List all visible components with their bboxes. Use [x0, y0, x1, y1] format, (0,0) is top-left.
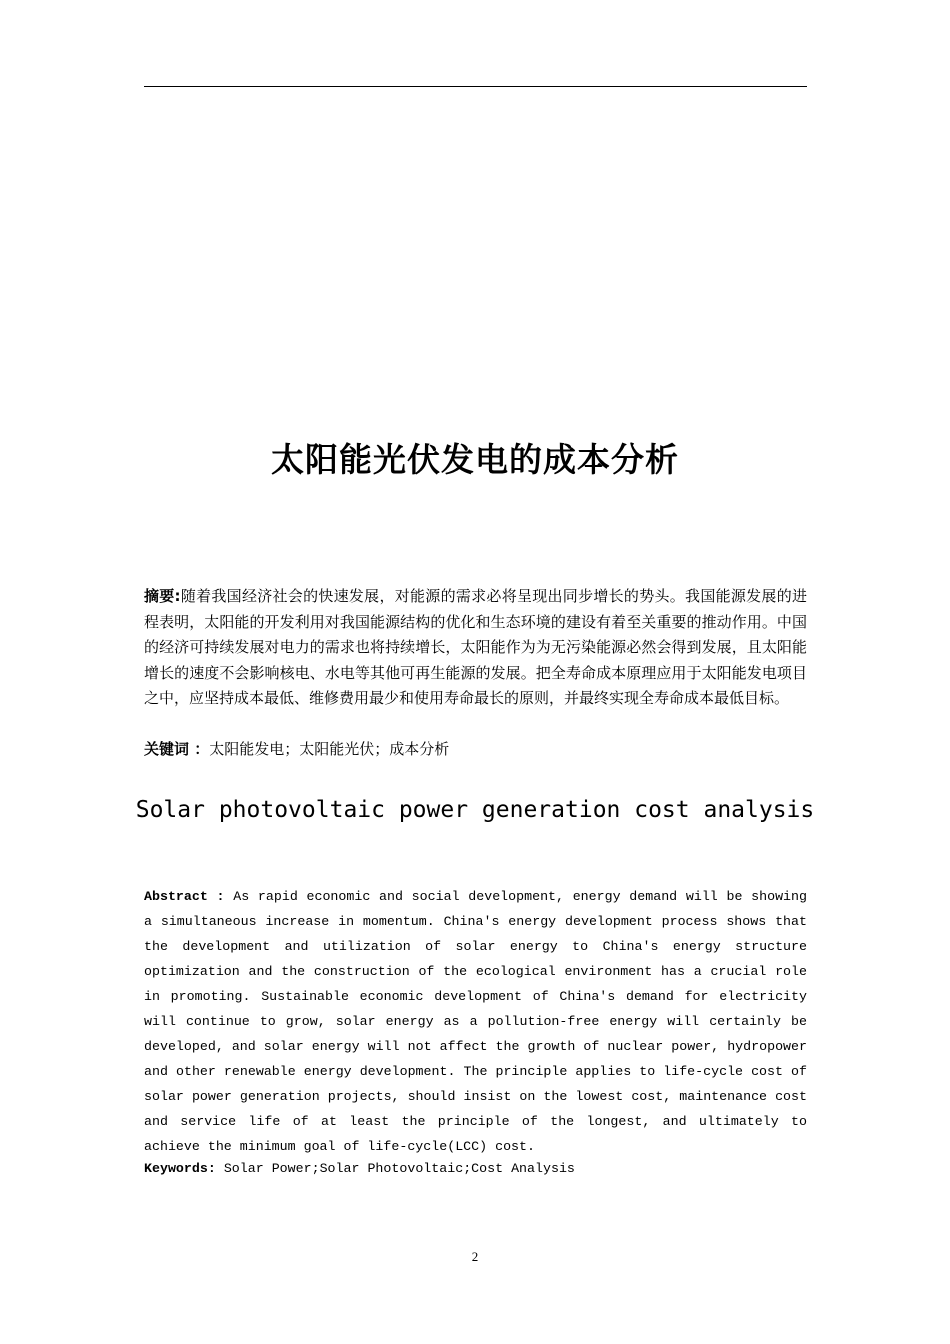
english-abstract [144, 884, 807, 1159]
english-abstract-text: As rapid economic and social development, energy demand will be showing a simultaneous increase in momentum. China's energy development process shows that the development and utilization of solar energy to China's energy structure optimization and the construction of the ecological environment has a crucial role in promoting. Sustainable economic development of China's demand for electricity will continue to grow, solar energy as a pollution-free energy will certainly be developed, and solar energy will not affect the growth of nuclear power, hydropower and other renewable energy development. The principle applies to life-cycle cost of solar power generation projects, should insist on the lowest cost, maintenance cost and service life of at least the principle of the longest, and ultimately to achieve the minimum goal of life-cycle(LCC) cost. [144, 889, 808, 1154]
chinese-abstract-text: 随着我国经济社会的快速发展，对能源的需求必将呈现出同步增长的势头。我国能源发展的进程表明，太阳能的开发利用对我国能源结构的优化和生态环境的建设有着至关重要的推动作用。中国的经济可持续发展对电力的需求也将持续增长，太阳能作为为无污染能源必然会得到发展，且太阳能增长的速度不会影响核电、水电等其他可再生能源的发展。把全寿命成本原理应用于太阳能发电项目之中，应坚持成本最低、维修费用最少和使用寿命最长的原则，并最终实现全寿命成本最低目标。 [144, 587, 807, 707]
english-keywords-label: Keywords: [144, 1161, 216, 1176]
english-abstract-label: Abstract : [144, 889, 225, 904]
english-keywords-text: Solar Power;Solar Photovoltaic;Cost Analysis [223, 1161, 575, 1176]
english-title: Solar photovoltaic power generation cost analysis [135, 797, 815, 823]
english-keywords [144, 1158, 807, 1180]
chinese-keywords-text: 太阳能发电；太阳能光伏；成本分析 [209, 740, 450, 758]
chinese-abstract [144, 584, 807, 712]
chinese-title: 太阳能光伏发电的成本分析 [271, 440, 679, 479]
header-rule [144, 86, 807, 87]
chinese-abstract-label: 摘要: [144, 587, 181, 605]
chinese-keywords-label: 关键词 ： [144, 740, 210, 758]
page-number: 2 [471, 1249, 479, 1264]
chinese-keywords [144, 737, 807, 762]
